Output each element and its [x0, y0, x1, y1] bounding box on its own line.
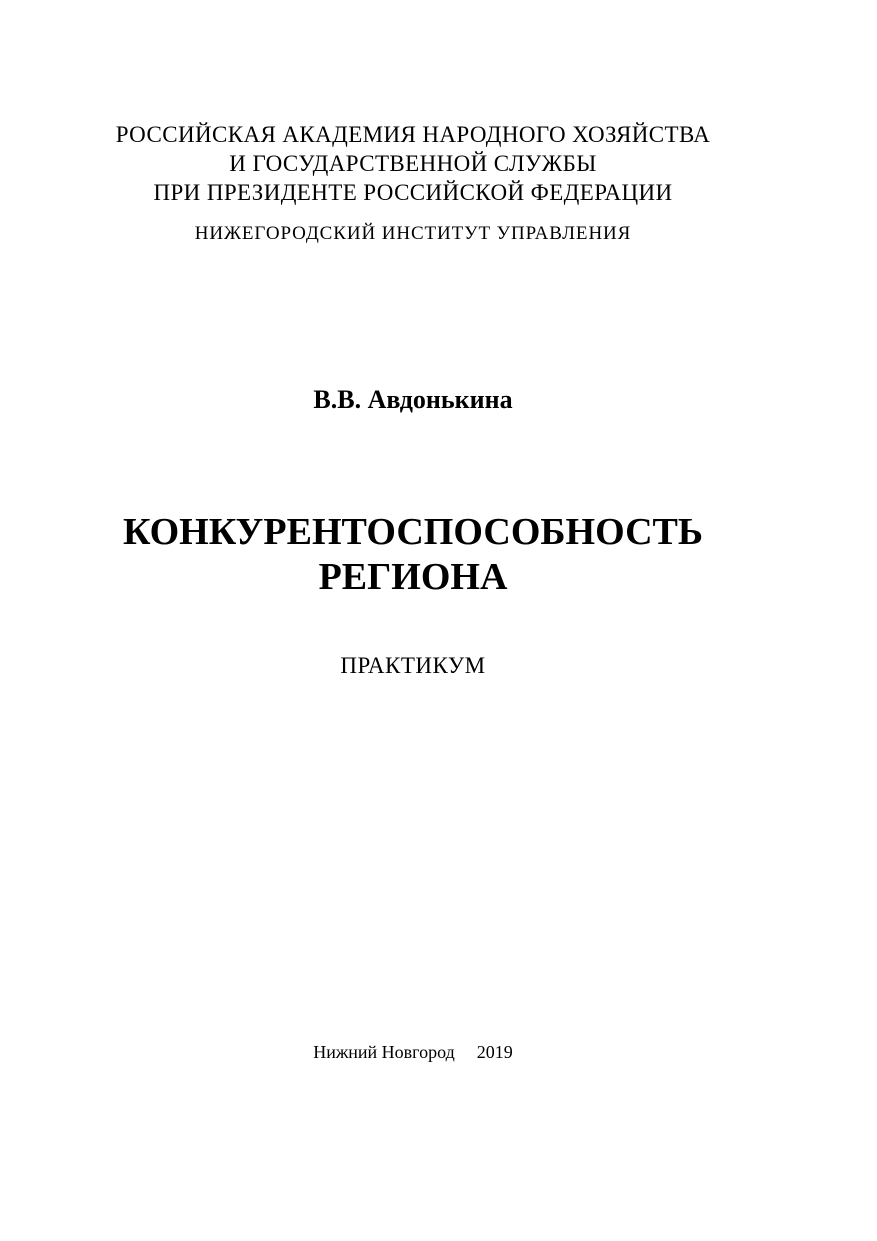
organization-line-3: ПРИ ПРЕЗИДЕНТЕ РОССИЙСКОЙ ФЕДЕРАЦИИ	[153, 180, 673, 205]
publication-year: 2019	[476, 1042, 513, 1062]
author-name: В.В. Авдонькина	[313, 385, 513, 414]
institute-name: НИЖЕГОРОДСКИЙ ИНСТИТУТ УПРАВЛЕНИЯ	[194, 223, 632, 244]
book-title-line-1: КОНКУРЕНТОСПОСОБНОСТЬ	[122, 511, 704, 553]
publication-imprint	[0, 1041, 826, 1063]
organization-line-2: И ГОСУДАРСТВЕННОЙ СЛУЖБЫ	[229, 151, 597, 176]
publication-city: Нижний Новгород	[313, 1042, 455, 1062]
organization-line-1: РОССИЙСКАЯ АКАДЕМИЯ НАРОДНОГО ХОЗЯЙСТВА	[115, 122, 711, 147]
publication-type: ПРАКТИКУМ	[340, 653, 486, 678]
book-title-line-2: РЕГИОНА	[318, 556, 508, 598]
